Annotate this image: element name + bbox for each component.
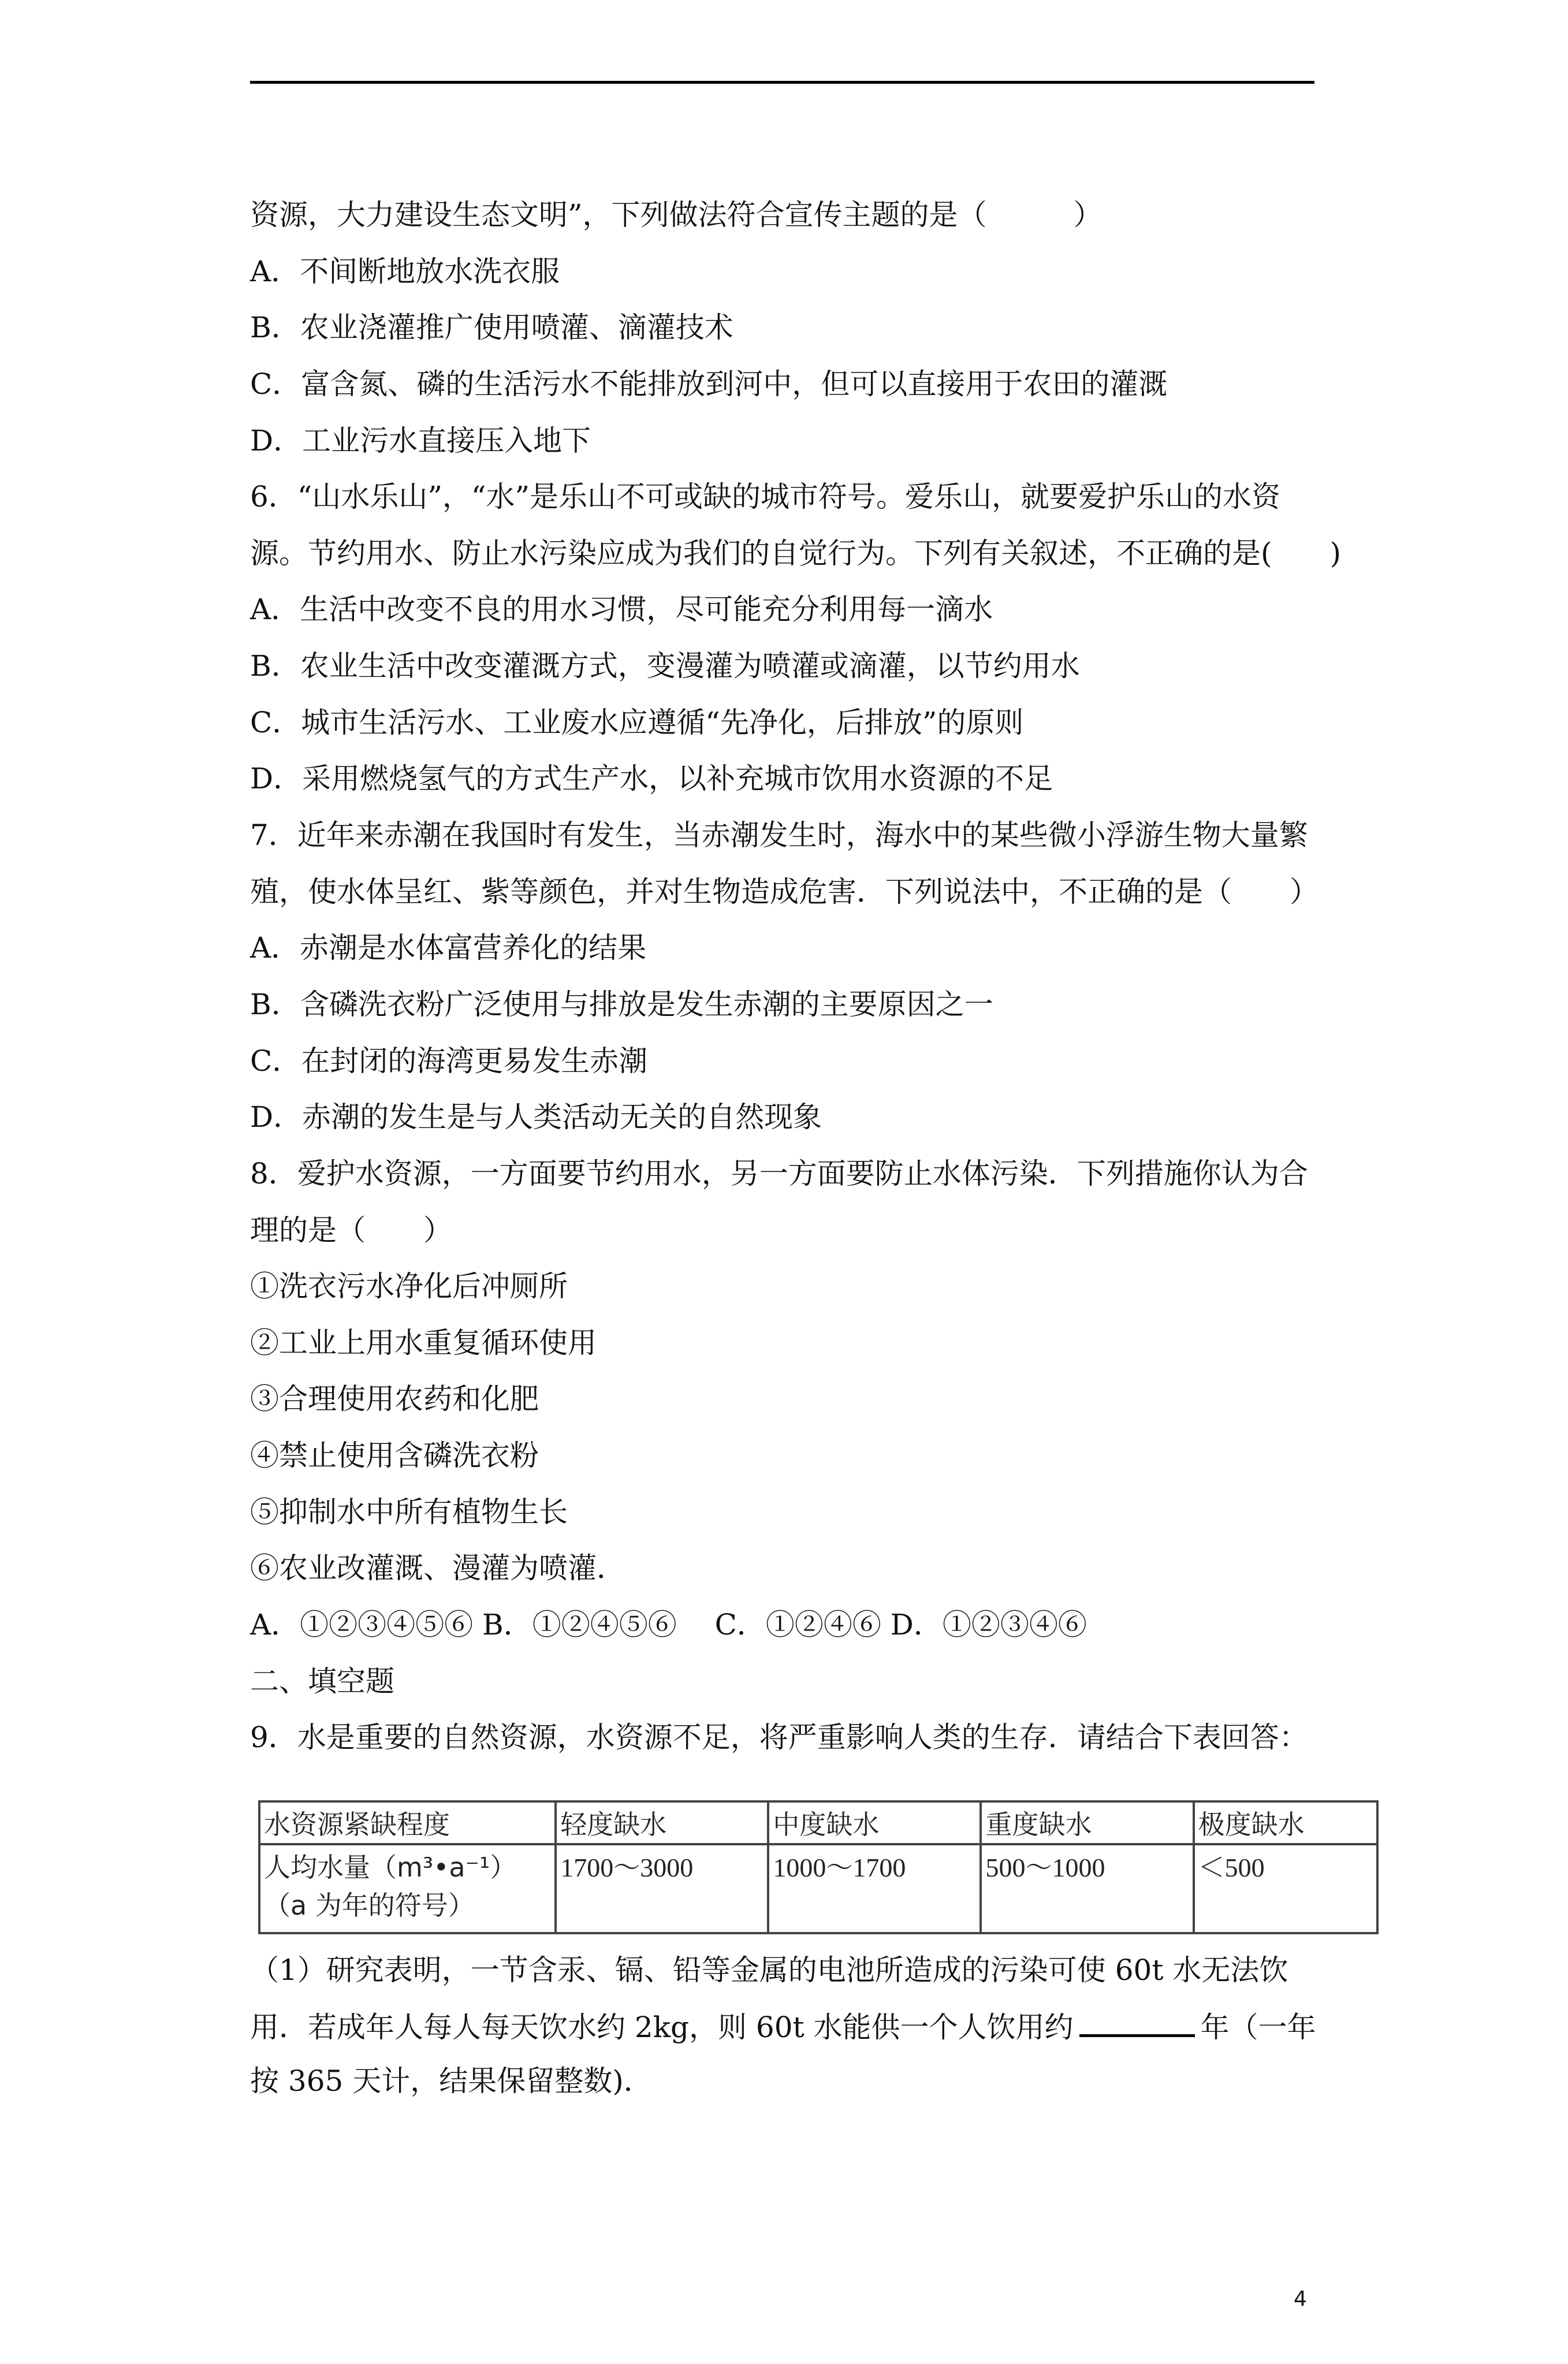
section-heading: 二、填空题 (250, 1665, 394, 1698)
question-9-stem: 9．水是重要的自然资源，水资源不足，将严重影响人类的生存．请结合下表回答： (250, 1721, 1308, 1754)
question-9-part-1-line-2 (250, 2004, 1316, 2048)
water-scarcity-table (258, 1800, 1379, 1934)
table-row (259, 1844, 1377, 1933)
text-line: 资源，大力建设生态文明”，下列做法符合宣传主题的是（ ） (250, 198, 1103, 232)
option-a: A．不间断地放水洗衣服 (250, 255, 560, 288)
option-d: D．工业污水直接压入地下 (250, 424, 591, 457)
measure-item: ③合理使用农药和化肥 (250, 1382, 539, 1416)
measure-item: ②工业上用水重复循环使用 (250, 1326, 597, 1360)
table-header-cell: 轻度缺水 (556, 1801, 768, 1844)
header-rule (250, 81, 1314, 84)
option-d: D．赤潮的发生是与人类活动无关的自然现象 (250, 1100, 822, 1134)
answer-blank[interactable] (1079, 2004, 1195, 2037)
option-c: C．富含氮、磷的生活污水不能排放到河中，但可以直接用于农田的灌溉 (250, 367, 1168, 401)
table-cell: ＜500 (1194, 1844, 1377, 1933)
option-b: B．含磷洗衣粉广泛使用与排放是发生赤潮的主要原因之一 (250, 988, 993, 1021)
option-d: D．采用燃烧氢气的方式生产水，以补充城市饮用水资源的不足 (250, 762, 1053, 795)
measure-item: ④禁止使用含磷洗衣粉 (250, 1439, 539, 1472)
table-header-cell: 极度缺水 (1194, 1801, 1377, 1844)
table-header-cell: 重度缺水 (981, 1801, 1193, 1844)
answer-options: A．①②③④⑤⑥ B．①②④⑤⑥ C．①②④⑥ D．①②③④⑥ (250, 1608, 1087, 1641)
question-6-line-1: 6．“山水乐山”，“水”是乐山不可或缺的城市符号。爱乐山，就要爱护乐山的水资 (250, 480, 1281, 513)
option-b: B．农业浇灌推广使用喷灌、滴灌技术 (250, 311, 733, 344)
question-8-line-1: 8．爱护水资源，一方面要节约用水，另一方面要防止水体污染．下列措施你认为合 (250, 1157, 1308, 1190)
page-number: 4 (1294, 2287, 1307, 2311)
option-b: B．农业生活中改变灌溉方式，变漫灌为喷灌或滴灌，以节约用水 (250, 649, 1080, 683)
row-label-line: 人均水量（m³•a⁻¹） (264, 1852, 517, 1883)
measure-item: ⑥农业改灌溉、漫灌为喷灌． (250, 1551, 625, 1585)
option-c: C．城市生活污水、工业废水应遵循“先净化，后排放”的原则 (250, 706, 1024, 739)
measure-item: ⑤抑制水中所有植物生长 (250, 1495, 568, 1529)
question-8-line-2: 理的是（ ） (250, 1213, 452, 1247)
table-cell: 1700～3000 (556, 1844, 768, 1933)
question-6-line-2: 源。节约用水、防止水污染应成为我们的自觉行为。下列有关叙述，不正确的是( ) (250, 537, 1342, 570)
option-a: A．生活中改变不良的用水习惯，尽可能充分利用每一滴水 (250, 593, 993, 626)
table-cell: 500～1000 (981, 1844, 1193, 1933)
table-header-cell: 水资源紧缺程度 (259, 1801, 556, 1844)
table-header-cell: 中度缺水 (768, 1801, 981, 1844)
table-header-row (259, 1801, 1377, 1844)
question-7-line-2: 殖，使水体呈红、紫等颜色，并对生物造成危害．下列说法中，不正确的是（ ） (250, 875, 1319, 909)
line-text: 用．若成年人每人每天饮水约 2kg，则 60t 水能供一个人饮用约 (250, 2011, 1074, 2044)
option-c: C．在封闭的海湾更易发生赤潮 (250, 1044, 648, 1078)
question-9-part-1-line-3: 按 365 天计，结果保留整数)． (250, 2064, 653, 2098)
row-label-line: （a 为年的符号） (264, 1890, 475, 1921)
option-a: A．赤潮是水体富营养化的结果 (250, 931, 647, 965)
measure-item: ①洗衣污水净化后冲厕所 (250, 1270, 568, 1303)
line-text: 年（一年 (1200, 2011, 1316, 2044)
table-row-label (259, 1844, 556, 1933)
table-cell: 1000～1700 (768, 1844, 981, 1933)
question-9-part-1-line-1: （1）研究表明，一节含汞、镉、铅等金属的电池所造成的污染可使 60t 水无法饮 (250, 1953, 1288, 1987)
question-7-line-1: 7．近年来赤潮在我国时有发生，当赤潮发生时，海水中的某些微小浮游生物大量繁 (250, 818, 1308, 852)
